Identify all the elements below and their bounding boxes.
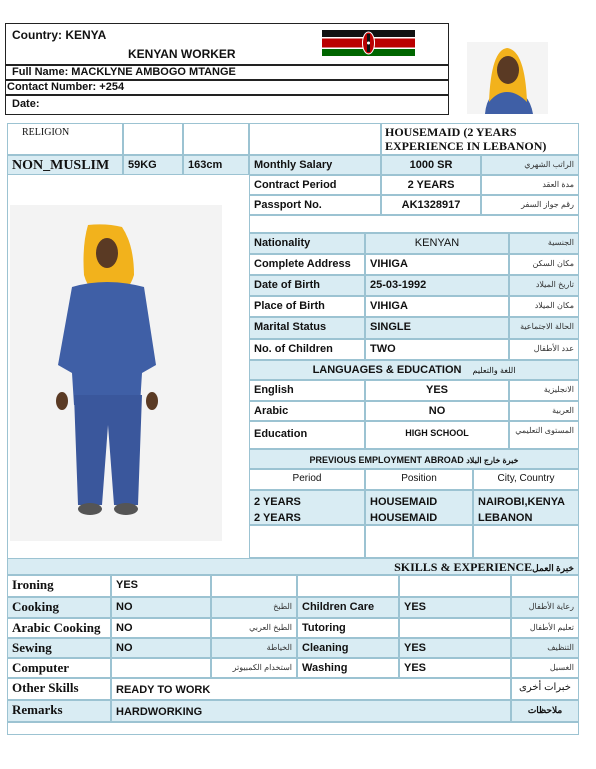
worker-type: KENYAN WORKER — [128, 47, 236, 61]
employment-heading-arabic: خبرة خارج البلاد — [466, 456, 519, 465]
position-title: HOUSEMAID (2 YEARS EXPERIENCE IN LEBANON) — [381, 123, 579, 155]
skill-arabic: استخدام الكمبيوتر — [211, 658, 297, 678]
skill-label: Arabic Cooking — [7, 618, 111, 638]
remarks-value: HARDWORKING — [111, 700, 511, 722]
blank-cell — [365, 525, 473, 558]
employment-period-cell — [249, 490, 365, 525]
passport-arabic: رقم جواز السفر — [481, 195, 579, 215]
date-row — [5, 95, 449, 115]
full-name: Full Name: MACKLYNE AMBOGO MTANGE — [12, 66, 236, 78]
skill-value — [399, 575, 511, 597]
marital-label: Marital Status — [249, 317, 365, 339]
employment-heading-text: PREVIOUS EMPLOYMENT ABROAD — [309, 455, 464, 465]
skill-arabic: الخياطة — [211, 638, 297, 658]
dob-arabic: تاريخ الميلاد — [509, 275, 579, 296]
skill-label: Cooking — [7, 597, 111, 618]
employment-heading — [249, 449, 579, 469]
skill-label: Computer — [7, 658, 111, 678]
blank-cell — [249, 123, 381, 155]
passport-label: Passport No. — [249, 195, 381, 215]
nationality-label: Nationality — [249, 233, 365, 254]
skills-heading-text: SKILLS & EXPERIENCE — [394, 560, 533, 574]
height-value: 163cm — [183, 155, 249, 175]
education-label: Education — [249, 421, 365, 449]
religion-label: RELIGION — [7, 123, 123, 155]
contract-period-label: Contract Period — [249, 175, 381, 195]
employment-city-2: LEBANON — [478, 512, 533, 524]
english-arabic: الانجليزية — [509, 380, 579, 401]
skill-arabic: رعاية الأطفال — [511, 597, 579, 618]
employment-city-1: NAIROBI,KENYA — [478, 496, 565, 508]
address-label: Complete Address — [249, 254, 365, 275]
contact-number: Contact Number: +254 — [7, 81, 125, 93]
employment-position-cell — [365, 490, 473, 525]
nationality-value: KENYAN — [365, 233, 509, 254]
children-arabic: عدد الأطفال — [509, 339, 579, 360]
education-value: HIGH SCHOOL — [365, 421, 509, 449]
skill-arabic: الطبخ العربي — [211, 618, 297, 638]
skills-heading-arabic: خبرة العمل — [532, 563, 574, 573]
skill-arabic: تعليم الأطفال — [511, 618, 579, 638]
skill-value: YES — [399, 658, 511, 678]
skill-arabic: التنظيف — [511, 638, 579, 658]
arabic-label: Arabic — [249, 401, 365, 421]
period-header: Period — [249, 469, 365, 490]
english-label: English — [249, 380, 365, 401]
marital-arabic: الحالة الاجتماعية — [509, 317, 579, 339]
remarks-label: Remarks — [7, 700, 111, 722]
pob-value: VIHIGA — [365, 296, 509, 317]
employment-position-2: HOUSEMAID — [370, 512, 438, 524]
nationality-arabic: الجنسية — [509, 233, 579, 254]
languages-heading-arabic: اللغة والتعليم — [472, 366, 516, 375]
skills-heading — [7, 558, 579, 575]
country-label: Country: KENYA — [12, 28, 107, 42]
other-skills-arabic: خبرات أخرى — [511, 678, 579, 700]
footer-blank-row — [7, 722, 579, 735]
other-skills-label: Other Skills — [7, 678, 111, 700]
portrait-photo — [467, 42, 548, 114]
skill-value: YES — [111, 575, 211, 597]
salary-label: Monthly Salary — [249, 155, 381, 175]
employment-period-2: 2 YEARS — [254, 512, 301, 524]
remarks-arabic: ملاحظات — [511, 700, 579, 722]
city-header: City, Country — [473, 469, 579, 490]
skill-value — [111, 658, 211, 678]
skill-value: YES — [399, 597, 511, 618]
skill-label: Children Care — [297, 597, 399, 618]
education-arabic: المستوى التعليمي — [509, 421, 579, 449]
blank-cell — [183, 123, 249, 155]
passport-value: AK1328917 — [381, 195, 481, 215]
address-arabic: مكان السكن — [509, 254, 579, 275]
dob-value: 25-03-1992 — [365, 275, 509, 296]
kenya-flag-icon — [322, 30, 415, 56]
skill-value: NO — [111, 597, 211, 618]
skill-label: Ironing — [7, 575, 111, 597]
full-body-photo — [10, 205, 222, 541]
arabic-arabic: العربية — [509, 401, 579, 421]
languages-heading-text: LANGUAGES & EDUCATION — [312, 364, 462, 376]
skill-label: Sewing — [7, 638, 111, 658]
pob-arabic: مكان الميلاد — [509, 296, 579, 317]
employment-period-1: 2 YEARS — [254, 496, 301, 508]
salary-value: 1000 SR — [381, 155, 481, 175]
position-header: Position — [365, 469, 473, 490]
contract-period-arabic: مدة العقد — [481, 175, 579, 195]
spacer-row — [249, 215, 579, 233]
arabic-value: NO — [365, 401, 509, 421]
address-value: VIHIGA — [365, 254, 509, 275]
skill-label: Cleaning — [297, 638, 399, 658]
other-skills-value: READY TO WORK — [111, 678, 511, 700]
skill-arabic: الطبخ — [211, 597, 297, 618]
skill-arabic: الغسيل — [511, 658, 579, 678]
skill-label: Washing — [297, 658, 399, 678]
weight-value: 59KG — [123, 155, 183, 175]
blank-cell — [473, 525, 579, 558]
children-label: No. of Children — [249, 339, 365, 360]
languages-heading — [249, 360, 579, 380]
pob-label: Place of Birth — [249, 296, 365, 317]
date-label: Date: — [12, 98, 40, 110]
skill-arabic — [511, 575, 579, 597]
dob-label: Date of Birth — [249, 275, 365, 296]
marital-value: SINGLE — [365, 317, 509, 339]
employment-position-1: HOUSEMAID — [370, 496, 438, 508]
religion-value: NON_MUSLIM — [7, 155, 123, 175]
skill-label — [297, 575, 399, 597]
skill-value: YES — [399, 638, 511, 658]
contract-period-value: 2 YEARS — [381, 175, 481, 195]
blank-cell — [249, 525, 365, 558]
skill-label: Tutoring — [297, 618, 399, 638]
salary-arabic: الراتب الشهري — [481, 155, 579, 175]
english-value: YES — [365, 380, 509, 401]
skill-value: NO — [111, 618, 211, 638]
employment-city-cell — [473, 490, 579, 525]
skill-value — [399, 618, 511, 638]
blank-cell — [123, 123, 183, 155]
skill-arabic — [211, 575, 297, 597]
skill-value: NO — [111, 638, 211, 658]
children-value: TWO — [365, 339, 509, 360]
